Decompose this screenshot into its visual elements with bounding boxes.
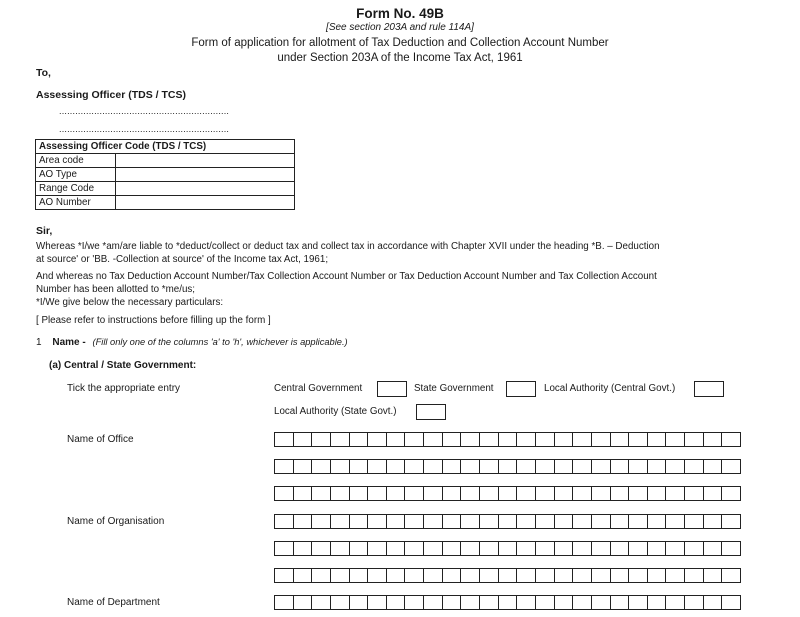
char-cell[interactable] — [555, 460, 574, 473]
char-cell[interactable] — [499, 542, 518, 555]
section1-number: 1 — [36, 337, 42, 348]
char-cell[interactable] — [275, 569, 294, 582]
char-cell[interactable] — [312, 515, 331, 528]
char-cell[interactable] — [294, 487, 313, 500]
char-cell[interactable] — [368, 569, 387, 582]
para2-line2: Number has been allotted to *me/us; — [36, 284, 196, 295]
option-local-central-label: Local Authority (Central Govt.) — [544, 383, 676, 394]
char-cell[interactable] — [666, 487, 685, 500]
char-cell[interactable] — [517, 569, 536, 582]
char-cell[interactable] — [424, 487, 443, 500]
char-cell[interactable] — [499, 515, 518, 528]
char-cell[interactable] — [424, 596, 443, 609]
char-cell[interactable] — [480, 542, 499, 555]
char-cell[interactable] — [350, 487, 369, 500]
char-cell[interactable] — [536, 487, 555, 500]
char-cell[interactable] — [312, 433, 331, 446]
char-cell[interactable] — [312, 596, 331, 609]
char-cell[interactable] — [517, 487, 536, 500]
char-cell[interactable] — [666, 515, 685, 528]
char-cell[interactable] — [517, 542, 536, 555]
char-cell[interactable] — [592, 569, 611, 582]
organisation-name-grid-3[interactable] — [274, 568, 741, 583]
char-cell[interactable] — [722, 487, 740, 500]
area-code-label: Area code — [36, 154, 116, 168]
local-authority-central-checkbox[interactable] — [694, 381, 724, 397]
char-cell[interactable] — [480, 460, 499, 473]
char-cell[interactable] — [573, 515, 592, 528]
char-cell[interactable] — [573, 487, 592, 500]
ao-code-table-header: Assessing Officer Code (TDS / TCS) — [36, 140, 295, 154]
char-cell[interactable] — [275, 487, 294, 500]
char-cell[interactable] — [666, 569, 685, 582]
option-central-label: Central Government — [274, 383, 363, 394]
ao-number-field[interactable] — [116, 196, 295, 210]
char-cell[interactable] — [443, 596, 462, 609]
char-cell[interactable] — [331, 596, 350, 609]
char-cell[interactable] — [275, 596, 294, 609]
char-cell[interactable] — [480, 487, 499, 500]
char-cell[interactable] — [331, 515, 350, 528]
char-cell[interactable] — [368, 542, 387, 555]
char-cell[interactable] — [350, 460, 369, 473]
char-cell[interactable] — [592, 460, 611, 473]
char-cell[interactable] — [685, 569, 704, 582]
char-cell[interactable] — [275, 460, 294, 473]
char-cell[interactable] — [629, 460, 648, 473]
char-cell[interactable] — [573, 569, 592, 582]
char-cell[interactable] — [368, 596, 387, 609]
char-cell[interactable] — [294, 569, 313, 582]
char-cell[interactable] — [536, 569, 555, 582]
char-cell[interactable] — [666, 542, 685, 555]
char-cell[interactable] — [592, 515, 611, 528]
char-cell[interactable] — [368, 487, 387, 500]
form-heading-line2: under Section 203A of the Income Tax Act, 1961 — [277, 52, 523, 64]
char-cell[interactable] — [555, 433, 574, 446]
char-cell[interactable] — [424, 460, 443, 473]
address-line-2[interactable]: ............................................................... — [59, 124, 230, 134]
char-cell[interactable] — [331, 542, 350, 555]
char-cell[interactable] — [555, 569, 574, 582]
char-cell[interactable] — [499, 460, 518, 473]
char-cell[interactable] — [611, 596, 630, 609]
para1-line2: at source' or 'BB. -Collection at source' of the Income tax Act, 1961; — [36, 254, 329, 265]
char-cell[interactable] — [499, 487, 518, 500]
char-cell[interactable] — [611, 460, 630, 473]
office-name-grid-2[interactable] — [274, 459, 741, 474]
char-cell[interactable] — [592, 542, 611, 555]
char-cell[interactable] — [461, 542, 480, 555]
char-cell[interactable] — [685, 460, 704, 473]
char-cell[interactable] — [517, 433, 536, 446]
instructions-note: [ Please refer to instructions before filling up the form ] — [36, 315, 271, 326]
char-cell[interactable] — [461, 569, 480, 582]
char-cell[interactable] — [573, 433, 592, 446]
char-cell[interactable] — [704, 487, 723, 500]
char-cell[interactable] — [629, 433, 648, 446]
char-cell[interactable] — [722, 569, 740, 582]
char-cell[interactable] — [536, 433, 555, 446]
organisation-name-grid-2[interactable] — [274, 541, 741, 556]
char-cell[interactable] — [387, 542, 406, 555]
char-cell[interactable] — [294, 542, 313, 555]
char-cell[interactable] — [704, 569, 723, 582]
char-cell[interactable] — [573, 460, 592, 473]
table-row — [36, 196, 295, 210]
char-cell[interactable] — [666, 460, 685, 473]
char-cell[interactable] — [592, 596, 611, 609]
char-cell[interactable] — [648, 569, 667, 582]
address-line-1[interactable]: ............................................................... — [59, 106, 230, 116]
char-cell[interactable] — [685, 433, 704, 446]
range-code-field[interactable] — [116, 182, 295, 196]
char-cell[interactable] — [648, 460, 667, 473]
char-cell[interactable] — [368, 515, 387, 528]
char-cell[interactable] — [405, 542, 424, 555]
char-cell[interactable] — [424, 569, 443, 582]
section1-heading — [36, 337, 348, 348]
char-cell[interactable] — [499, 596, 518, 609]
to-label: To, — [36, 67, 51, 79]
char-cell[interactable] — [685, 487, 704, 500]
char-cell[interactable] — [480, 433, 499, 446]
char-cell[interactable] — [685, 542, 704, 555]
char-cell[interactable] — [629, 596, 648, 609]
char-cell[interactable] — [536, 515, 555, 528]
char-cell[interactable] — [648, 542, 667, 555]
char-cell[interactable] — [312, 569, 331, 582]
char-cell[interactable] — [294, 433, 313, 446]
char-cell[interactable] — [480, 569, 499, 582]
char-cell[interactable] — [387, 460, 406, 473]
char-cell[interactable] — [443, 487, 462, 500]
char-cell[interactable] — [704, 460, 723, 473]
char-cell[interactable] — [573, 596, 592, 609]
char-cell[interactable] — [405, 596, 424, 609]
range-code-label: Range Code — [36, 182, 116, 196]
char-cell[interactable] — [461, 460, 480, 473]
char-cell[interactable] — [443, 433, 462, 446]
char-cell[interactable] — [387, 596, 406, 609]
table-row — [36, 182, 295, 196]
char-cell[interactable] — [443, 460, 462, 473]
char-cell[interactable] — [331, 487, 350, 500]
organisation-name-grid-1[interactable] — [274, 514, 741, 529]
para3: *I/We give below the necessary particulars: — [36, 297, 224, 308]
char-cell[interactable] — [704, 433, 723, 446]
char-cell[interactable] — [704, 596, 723, 609]
char-cell[interactable] — [629, 542, 648, 555]
form-title: Form No. 49B — [356, 6, 444, 21]
central-government-checkbox[interactable] — [377, 381, 407, 397]
ao-type-label: AO Type — [36, 168, 116, 182]
char-cell[interactable] — [461, 596, 480, 609]
office-name-grid-3[interactable] — [274, 486, 741, 501]
char-cell[interactable] — [350, 542, 369, 555]
char-cell[interactable] — [704, 515, 723, 528]
char-cell[interactable] — [368, 433, 387, 446]
ao-number-label: AO Number — [36, 196, 116, 210]
name-of-organisation-label: Name of Organisation — [67, 516, 165, 527]
para2-line1: And whereas no Tax Deduction Account Number/Tax Collection Account Number or Tax Deduction Account Number and Tax Collection Account — [36, 271, 657, 282]
char-cell[interactable] — [312, 460, 331, 473]
char-cell[interactable] — [648, 515, 667, 528]
char-cell[interactable] — [573, 542, 592, 555]
char-cell[interactable] — [405, 460, 424, 473]
char-cell[interactable] — [424, 515, 443, 528]
char-cell[interactable] — [424, 542, 443, 555]
char-cell[interactable] — [536, 542, 555, 555]
char-cell[interactable] — [331, 433, 350, 446]
char-cell[interactable] — [368, 460, 387, 473]
char-cell[interactable] — [405, 515, 424, 528]
char-cell[interactable] — [666, 596, 685, 609]
tick-label: Tick the appropriate entry — [67, 383, 181, 394]
char-cell[interactable] — [387, 569, 406, 582]
form-subtitle: [See section 203A and rule 114A] — [326, 22, 474, 33]
char-cell[interactable] — [517, 596, 536, 609]
name-of-office-label: Name of Office — [67, 434, 134, 445]
char-cell[interactable] — [536, 460, 555, 473]
char-cell[interactable] — [480, 596, 499, 609]
option-local-state-label: Local Authority (State Govt.) — [274, 406, 397, 417]
char-cell[interactable] — [405, 487, 424, 500]
char-cell[interactable] — [480, 515, 499, 528]
form-heading-line1: Form of application for allotment of Tax Deduction and Collection Account Number — [191, 37, 609, 49]
state-government-checkbox[interactable] — [506, 381, 536, 397]
local-authority-state-checkbox[interactable] — [416, 404, 446, 420]
para1-line1: Whereas *I/we *am/are liable to *deduct/collect or deduct tax and collect tax in accordance with Chapter XVII under the heading *B. – Deduction — [36, 241, 660, 252]
char-cell[interactable] — [443, 515, 462, 528]
sub-a-label: (a) Central / State Government: — [49, 360, 197, 371]
char-cell[interactable] — [685, 596, 704, 609]
char-cell[interactable] — [294, 460, 313, 473]
char-cell[interactable] — [722, 433, 740, 446]
char-cell[interactable] — [294, 596, 313, 609]
char-cell[interactable] — [443, 569, 462, 582]
char-cell[interactable] — [517, 460, 536, 473]
section1-label: Name - — [52, 337, 86, 348]
char-cell[interactable] — [275, 542, 294, 555]
char-cell[interactable] — [331, 460, 350, 473]
char-cell[interactable] — [555, 487, 574, 500]
char-cell[interactable] — [350, 596, 369, 609]
char-cell[interactable] — [611, 542, 630, 555]
char-cell[interactable] — [461, 515, 480, 528]
char-cell[interactable] — [387, 433, 406, 446]
char-cell[interactable] — [405, 569, 424, 582]
char-cell[interactable] — [592, 487, 611, 500]
char-cell[interactable] — [312, 487, 331, 500]
char-cell[interactable] — [424, 433, 443, 446]
char-cell[interactable] — [592, 433, 611, 446]
char-cell[interactable] — [611, 515, 630, 528]
ao-type-field[interactable] — [116, 168, 295, 182]
char-cell[interactable] — [387, 515, 406, 528]
name-of-department-label: Name of Department — [67, 597, 160, 608]
office-name-grid-1[interactable] — [274, 432, 741, 447]
table-row — [36, 154, 295, 168]
section1-note: (Fill only one of the columns 'a' to 'h', whichever is applicable.) — [92, 337, 348, 347]
char-cell[interactable] — [722, 596, 740, 609]
char-cell[interactable] — [611, 569, 630, 582]
char-cell[interactable] — [629, 569, 648, 582]
char-cell[interactable] — [275, 433, 294, 446]
char-cell[interactable] — [294, 515, 313, 528]
char-cell[interactable] — [350, 433, 369, 446]
char-cell[interactable] — [629, 515, 648, 528]
char-cell[interactable] — [405, 433, 424, 446]
char-cell[interactable] — [499, 433, 518, 446]
char-cell[interactable] — [685, 515, 704, 528]
char-cell[interactable] — [499, 569, 518, 582]
char-cell[interactable] — [648, 433, 667, 446]
char-cell[interactable] — [611, 487, 630, 500]
assessing-officer-label: Assessing Officer (TDS / TCS) — [36, 89, 186, 101]
area-code-field[interactable] — [116, 154, 295, 168]
char-cell[interactable] — [350, 515, 369, 528]
char-cell[interactable] — [648, 487, 667, 500]
table-row — [36, 168, 295, 182]
char-cell[interactable] — [666, 433, 685, 446]
char-cell[interactable] — [387, 487, 406, 500]
char-cell[interactable] — [517, 515, 536, 528]
char-cell[interactable] — [648, 596, 667, 609]
char-cell[interactable] — [443, 542, 462, 555]
char-cell[interactable] — [722, 515, 740, 528]
department-name-grid-1[interactable] — [274, 595, 741, 610]
char-cell[interactable] — [555, 515, 574, 528]
char-cell[interactable] — [555, 542, 574, 555]
char-cell[interactable] — [611, 433, 630, 446]
option-state-label: State Government — [414, 383, 494, 394]
salutation: Sir, — [36, 225, 53, 237]
ao-code-table — [35, 139, 295, 210]
char-cell[interactable] — [331, 569, 350, 582]
char-cell[interactable] — [461, 433, 480, 446]
char-cell[interactable] — [461, 487, 480, 500]
char-cell[interactable] — [536, 596, 555, 609]
char-cell[interactable] — [629, 487, 648, 500]
char-cell[interactable] — [722, 460, 740, 473]
char-cell[interactable] — [312, 542, 331, 555]
char-cell[interactable] — [555, 596, 574, 609]
char-cell[interactable] — [275, 515, 294, 528]
char-cell[interactable] — [704, 542, 723, 555]
char-cell[interactable] — [722, 542, 740, 555]
char-cell[interactable] — [350, 569, 369, 582]
